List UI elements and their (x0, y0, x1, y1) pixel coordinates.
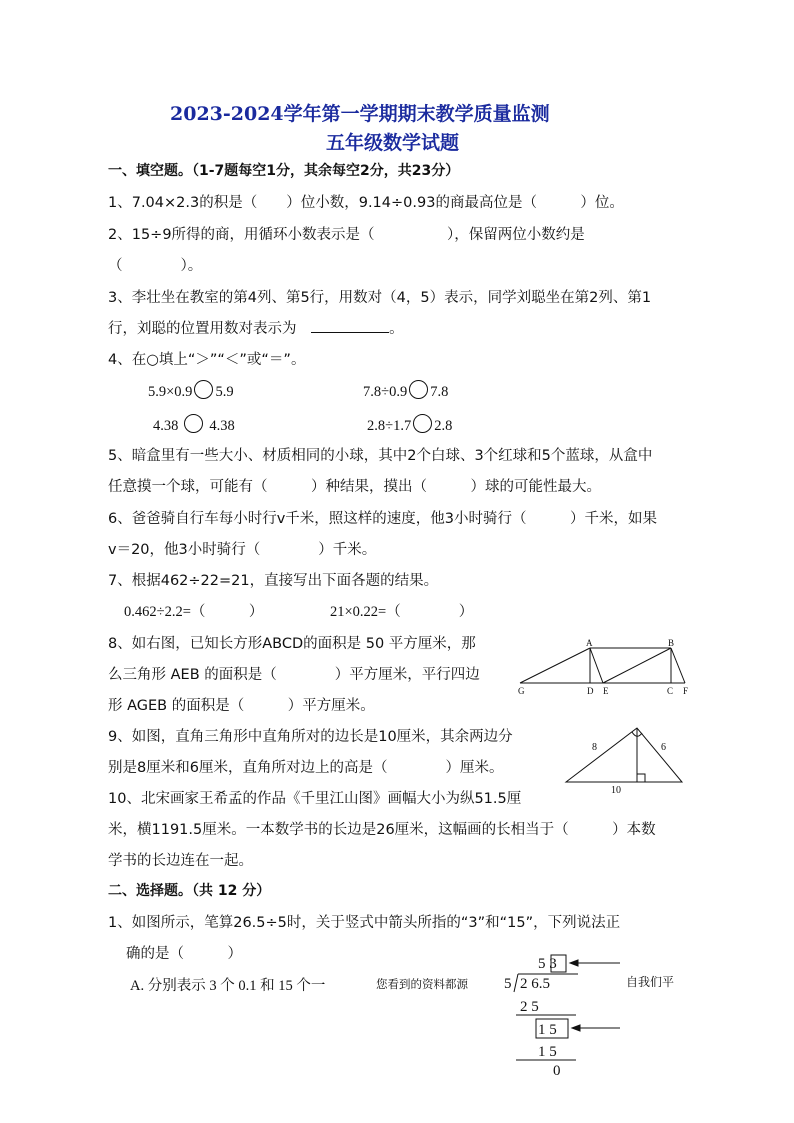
question-10-line1: 10、北宋画家王希孟的作品《千里江山图》画幅大小为纵51.5厘 (108, 791, 522, 807)
choice-question-1-line2: 确的是（ ） (126, 946, 242, 962)
dividend: 2 6.5 (520, 976, 550, 992)
question-3-line2 (108, 317, 404, 338)
question-5-line2: 任意摸一个球，可能有（ ）种结果，摸出（ ）球的可能性最大。 (108, 479, 601, 495)
compare-circle[interactable] (409, 380, 428, 399)
step-product-2: 1 5 (538, 1044, 557, 1060)
compare-right: 7.8 (430, 384, 449, 400)
compare-left: 7.8÷0.9 (363, 384, 408, 400)
question-2-line1: 2、15÷9所得的商，用循环小数表示是（ ），保留两位小数约是 (108, 227, 585, 243)
point-label-b: B (668, 638, 675, 648)
question-10-line3: 学书的长边连在一起。 (108, 853, 253, 869)
divisor: 5 (504, 976, 512, 992)
figure-right-triangle (560, 720, 690, 796)
watermark-left: 您看到的资料都源 (376, 977, 468, 991)
compare-circle[interactable] (184, 414, 203, 433)
point-label-d: D (587, 686, 594, 696)
section-heading-choice: 二、选择题。（共 12 分） (108, 883, 271, 899)
figure-rectangle-parallelogram (515, 636, 695, 698)
question-8-line1: 8、如右图，已知长方形ABCD的面积是 50 平方厘米，那 (108, 636, 476, 652)
compare-item-1 (148, 380, 234, 401)
point-label-c: C (667, 686, 674, 696)
question-1: 1、7.04×2.3的积是（ ）位小数，9.14÷0.93的商最高位是（ ）位。 (108, 195, 624, 211)
base-label-10: 10 (611, 785, 621, 796)
watermark-right: 自我们平 (626, 975, 675, 989)
question-9-line2: 别是8厘米和6厘米，直角所对边上的高是（ ）厘米。 (108, 760, 504, 776)
compare-right: 4.38 (209, 418, 235, 434)
question-10-line2: 米，横1191.5厘米。一本数学书的长边是26厘米，这幅画的长相当于（ ）本数 (108, 822, 656, 838)
exam-title: 2023-2024学年第一学期期末教学质量监测 (170, 103, 550, 125)
step-product-1: 2 5 (520, 999, 539, 1015)
question-8-line3: 形 AGEB 的面积是（ ）平方厘米。 (108, 698, 375, 714)
question-5-line1: 5、暗盒里有一些大小、材质相同的小球，其中2个白球、3个红球和5个蓝球，从盒中 (108, 448, 653, 464)
side-label-8: 8 (592, 742, 597, 753)
question-7-item-1: 0.462÷2.2=（ ） (124, 604, 264, 620)
compare-left: 4.38 (153, 418, 179, 434)
compare-circle[interactable] (194, 380, 213, 399)
compare-left: 5.9×0.9 (148, 384, 193, 400)
question-6-line1: 6、爸爸骑自行车每小时行v千米，照这样的速度，他3小时骑行（ ）千米，如果 (108, 511, 658, 527)
exam-subtitle: 五年级数学试题 (326, 132, 460, 154)
point-label-e: E (603, 686, 609, 696)
side-label-6: 6 (661, 742, 666, 753)
compare-item-3 (153, 414, 235, 435)
step-remainder: 1 5 (538, 1022, 557, 1038)
long-division-figure (498, 948, 622, 1078)
compare-item-4 (367, 414, 452, 435)
question-8-line2: 么三角形 AEB 的面积是（ ）平方厘米，平行四边 (108, 667, 480, 683)
option-a[interactable]: A. 分别表示 3 个 0.1 和 15 个一 (130, 978, 326, 994)
compare-right: 2.8 (434, 418, 453, 434)
question-4: 4、在○填上“＞”“＜”或“＝”。 (108, 352, 306, 368)
final-remainder: 0 (553, 1063, 561, 1078)
question-6-line2: v＝20，他3小时骑行（ ）千米。 (108, 542, 377, 558)
compare-circle[interactable] (413, 414, 432, 433)
question-3-end: 。 (389, 321, 404, 337)
question-9-line1: 9、如图，直角三角形中直角所对的边长是10厘米，其余两边分 (108, 729, 513, 745)
answer-blank (311, 318, 389, 333)
question-7-item-2: 21×0.22=（ ） (330, 604, 474, 620)
question-2-line2: （ ）。 (108, 258, 203, 274)
section-heading-fill: 一、填空题。（1-7题每空1分，其余每空2分，共23分） (108, 163, 460, 179)
compare-item-2 (363, 380, 448, 401)
question-3-line1: 3、李壮坐在教室的第4列、第5行，用数对（4，5）表示，同学刘聪坐在第2列、第1 (108, 290, 652, 306)
compare-left: 2.8÷1.7 (367, 418, 412, 434)
point-label-a: A (586, 638, 593, 648)
compare-right: 5.9 (215, 384, 234, 400)
point-label-f: F (683, 686, 689, 696)
quotient: 5 3 (538, 956, 557, 972)
question-3-text: 行，刘聪的位置用数对表示为 (108, 321, 297, 337)
choice-question-1-line1: 1、如图所示，笔算26.5÷5时，关于竖式中箭头所指的“3”和“15”，下列说法正 (108, 915, 621, 931)
point-label-g: G (518, 686, 525, 696)
question-7: 7、根据462÷22=21，直接写出下面各题的结果。 (108, 573, 439, 589)
